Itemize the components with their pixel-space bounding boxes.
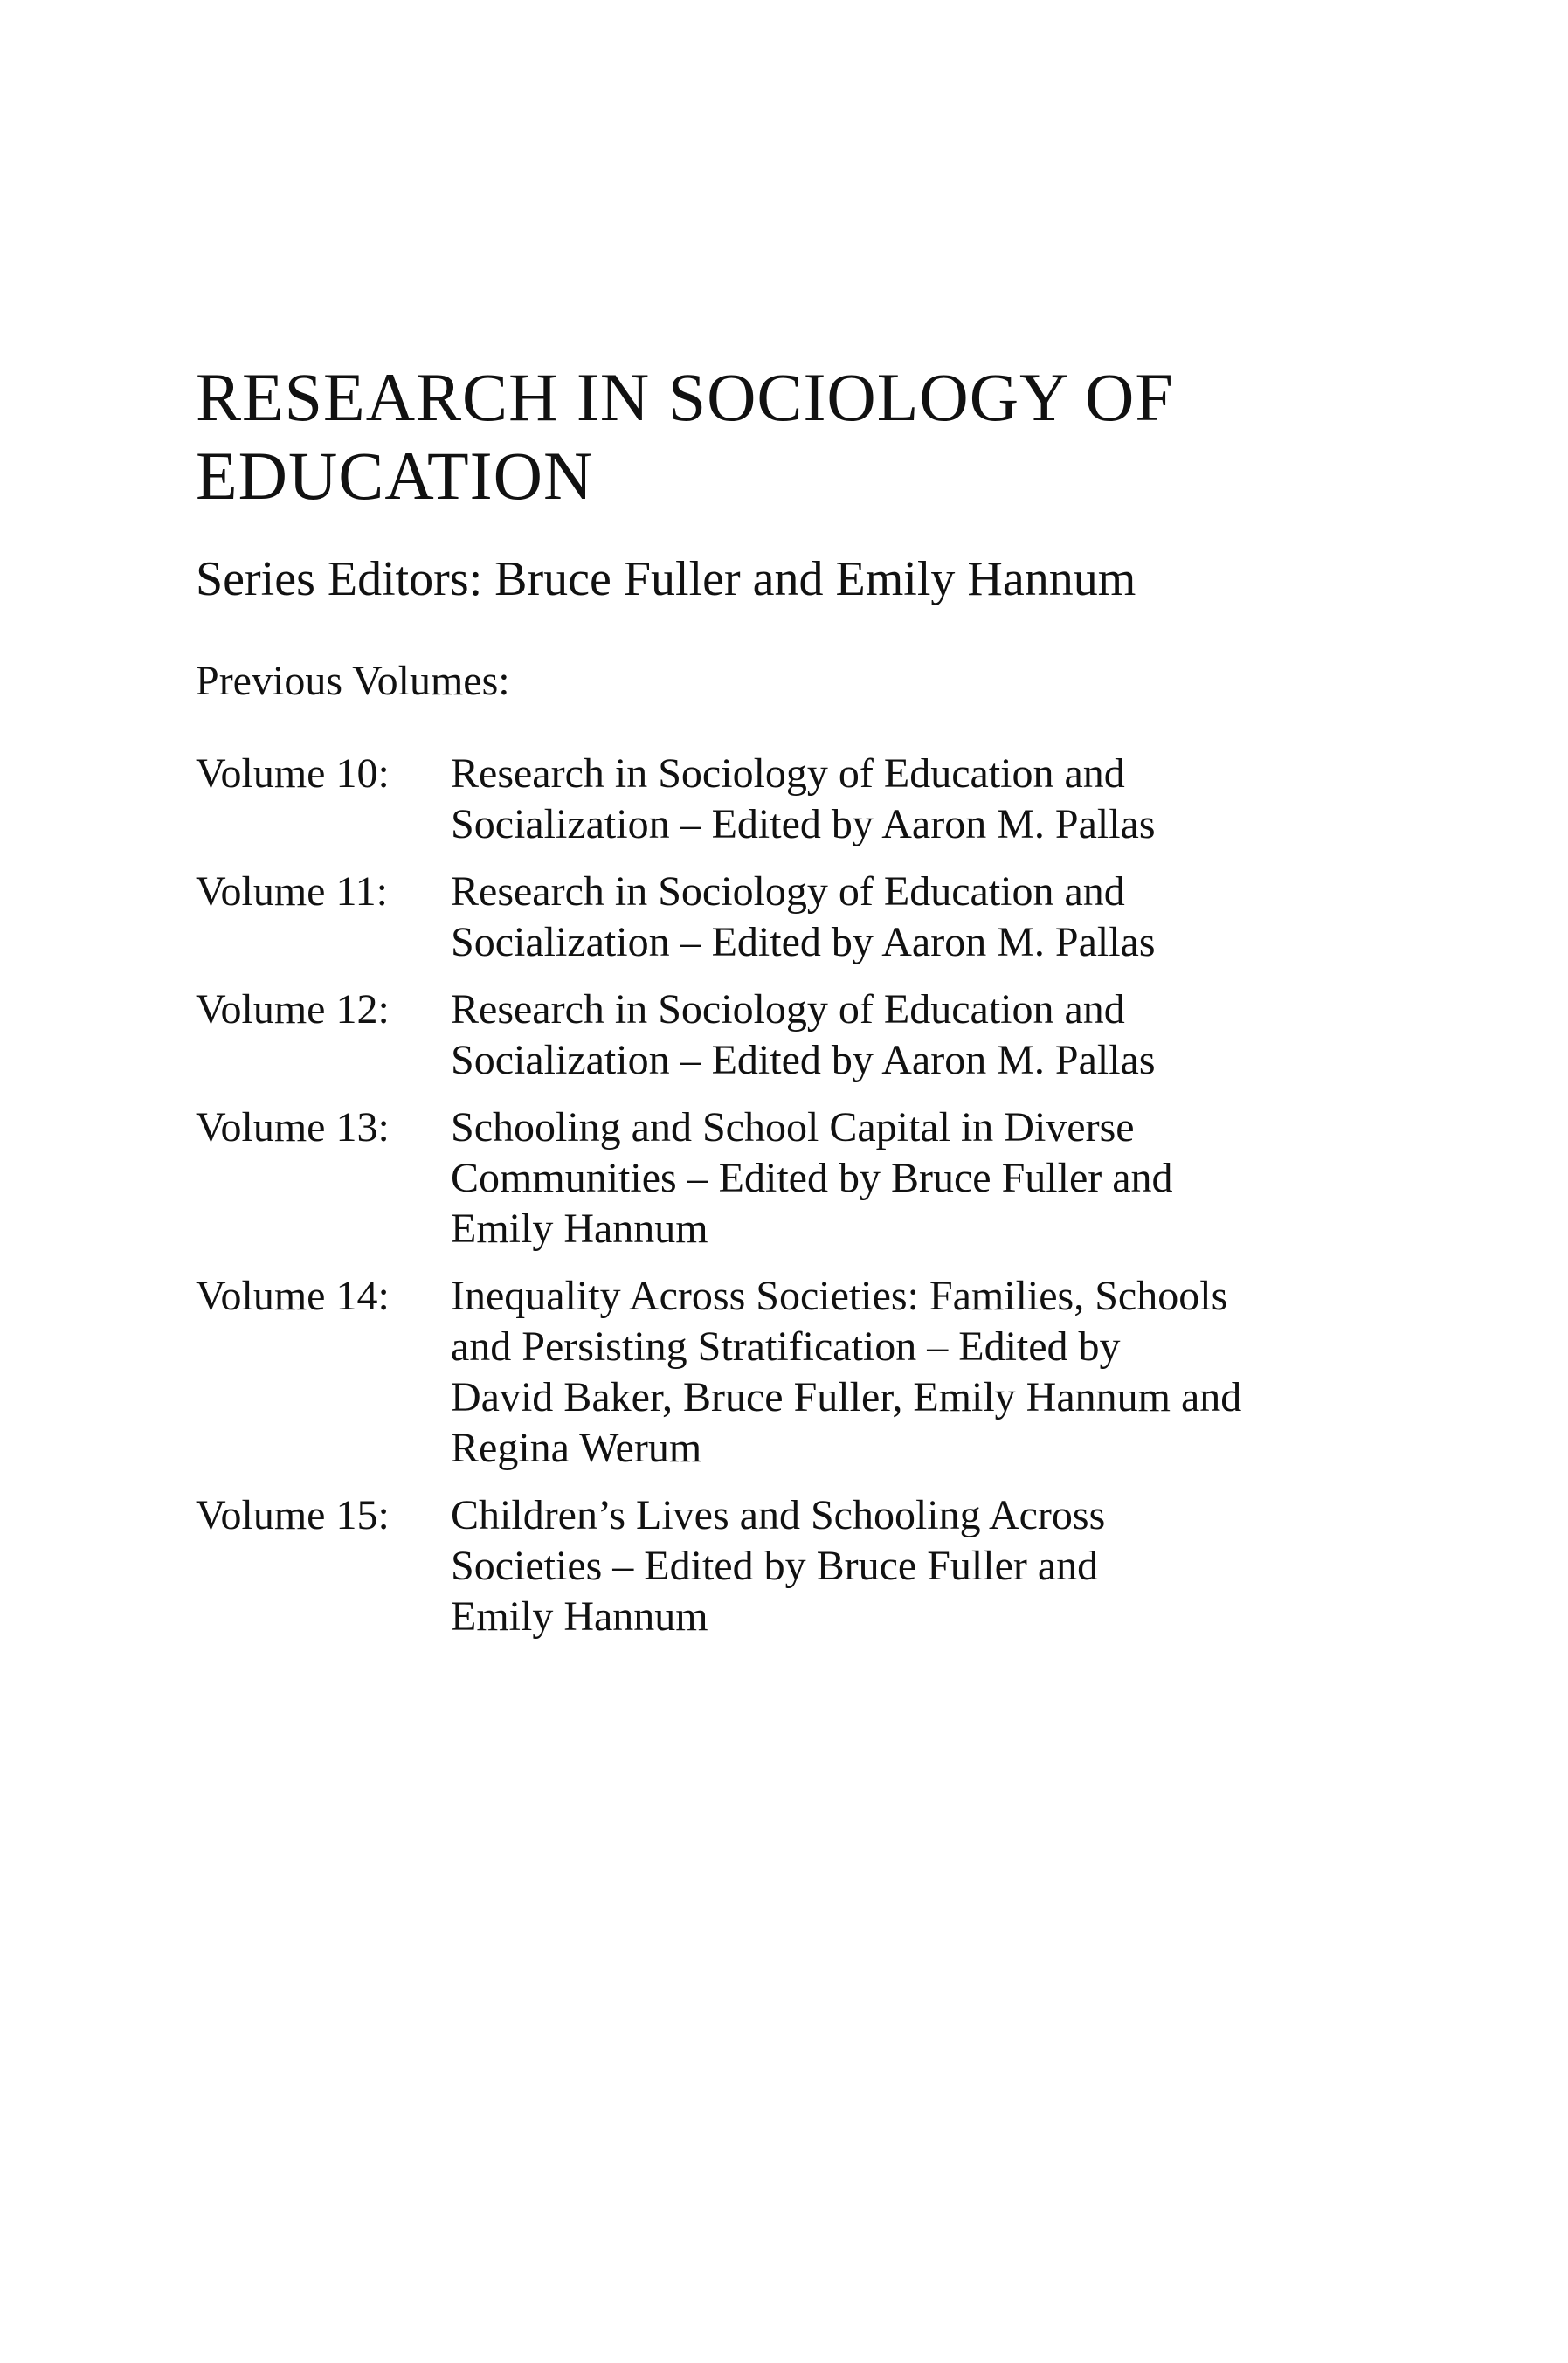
volume-list (196, 749, 1419, 1659)
volume-label: Volume 14: (196, 1273, 390, 1319)
volume-description-line: Emily Hannum (451, 1593, 708, 1640)
volume-description-line: Societies – Edited by Bruce Fuller and (451, 1543, 1099, 1589)
volume-description-line: Socialization – Edited by Aaron M. Pallas (451, 919, 1156, 965)
volume-description-line: and Persisting Stratification – Edited by (451, 1323, 1121, 1370)
volume-entry-11 (196, 867, 1419, 968)
previous-volumes-heading: Previous Volumes: (196, 658, 510, 704)
volume-label: Volume 11: (196, 868, 389, 915)
volume-entry-13 (196, 1102, 1419, 1254)
volume-description-line: Communities – Edited by Bruce Fuller and (451, 1155, 1173, 1201)
volume-entry-15 (196, 1490, 1419, 1642)
volume-description-line: Schooling and School Capital in Diverse (451, 1104, 1135, 1150)
volume-label: Volume 13: (196, 1104, 390, 1150)
volume-description-line: Children’s Lives and Schooling Across (451, 1492, 1106, 1538)
volume-description-line: Research in Sociology of Education and (451, 986, 1125, 1033)
volume-description (451, 749, 1419, 850)
volume-label: Volume 10: (196, 750, 390, 797)
volume-description-line: Socialization – Edited by Aaron M. Pallas (451, 1037, 1156, 1083)
volume-description-line: Research in Sociology of Education and (451, 750, 1125, 797)
volume-description (451, 867, 1419, 968)
volume-description-line: Emily Hannum (451, 1206, 708, 1252)
volume-description-line: David Baker, Bruce Fuller, Emily Hannum and (451, 1374, 1242, 1420)
volume-entry-10 (196, 749, 1419, 850)
volume-label: Volume 12: (196, 986, 390, 1033)
volume-entry-12 (196, 985, 1419, 1086)
volume-description-line: Regina Werum (451, 1425, 702, 1471)
volume-description (451, 1271, 1419, 1474)
series-editors: Series Editors: Bruce Fuller and Emily Hannum (196, 552, 1136, 606)
volume-description-line: Socialization – Edited by Aaron M. Pallas (451, 801, 1156, 847)
volume-description-line: Research in Sociology of Education and (451, 868, 1125, 915)
volume-label: Volume 15: (196, 1492, 390, 1538)
volume-entry-14 (196, 1271, 1419, 1474)
series-title-line: EDUCATION (196, 438, 594, 514)
series-title-line: RESEARCH IN SOCIOLOGY OF (196, 359, 1174, 435)
volume-description (451, 1490, 1419, 1642)
volume-description (451, 985, 1419, 1086)
volume-description (451, 1102, 1419, 1254)
volume-description-line: Inequality Across Societies: Families, Schools (451, 1273, 1228, 1319)
series-title (196, 358, 1419, 515)
